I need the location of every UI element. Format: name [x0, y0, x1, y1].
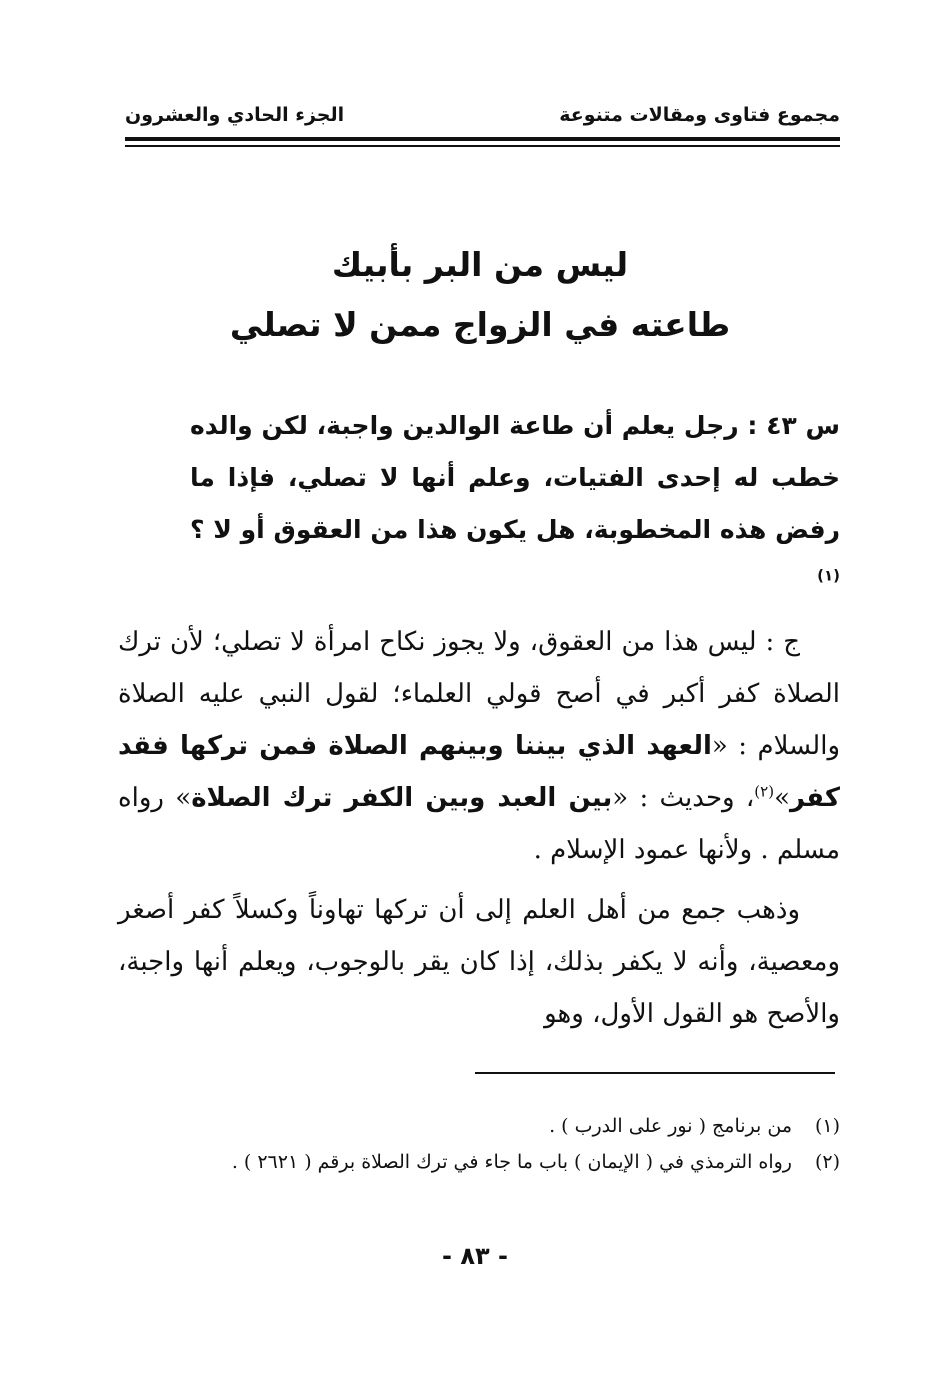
footnote-1: [118, 1108, 840, 1144]
footnote-2: [118, 1144, 840, 1180]
hadith-1: العهد الذي بيننا وبينهم الصلاة فمن تركها فقد كفر: [118, 731, 840, 813]
answer-part-2: »: [774, 783, 790, 813]
footnote-text: رواه الترمذي في ( الإيمان ) باب ما جاء في ترك الصلاة برقم ( ٢٦٢١ ) .: [231, 1151, 792, 1173]
header-rule-thick: [125, 137, 840, 141]
book-title: مجموع فتاوى ومقالات متنوعة: [559, 104, 840, 126]
title-line-2: طاعته في الزواج ممن لا تصلي: [229, 305, 731, 344]
paragraph-3: وذهب جمع من أهل العلم إلى أن تركها تهاوناً وكسلاً كفر أصغر ومعصية، وأنه لا يكفر بذلك، إذا كان يقر بالوجوب، ويعلم أنها واجبة، والأصح هو القول الأول، وهو: [118, 895, 840, 1029]
header-rule-thin: [125, 145, 840, 147]
answer-part-3: ، وحديث : «: [612, 783, 755, 813]
footnote-ref-2: (٢): [754, 782, 775, 801]
question-text: س ٤٣ : رجل يعلم أن طاعة الوالدين واجبة، لكن والده خطب له إحدى الفتيات، وعلم أنها لا تصلي، فإذا ما رفض هذه المخطوبة، هل يكون هذا من العقوق أو لا ؟: [190, 411, 840, 544]
footnote-ref-1: (١): [817, 566, 840, 585]
answer-part-1: ج : ليس هذا من العقوق، ولا يجوز نكاح امرأة لا تصلي؛ لأن ترك الصلاة كفر أكبر في أصح قولي العلماء؛ لقول النبي عليه الصلاة والسلام : «: [118, 627, 840, 761]
footnote-text: من برنامج ( نور على الدرب ) .: [549, 1115, 792, 1137]
footnotes: [118, 1108, 840, 1180]
fatwa-title: [120, 235, 840, 355]
footnote-number: (٢): [814, 1151, 840, 1173]
footnote-number: (١): [814, 1115, 840, 1137]
footnote-separator: [475, 1072, 835, 1074]
fatwa-body: [118, 400, 840, 1048]
question-paragraph: [118, 400, 840, 608]
running-header: [125, 100, 840, 134]
page-number: - ٨٣ -: [442, 1242, 508, 1270]
hadith-2: بين العبد وبين الكفر ترك الصلاة: [191, 783, 613, 813]
title-line-1: ليس من البر بأبيك: [331, 245, 629, 284]
volume-label: الجزء الحادي والعشرون: [125, 104, 345, 126]
answer-part-4: » رواه مسلم . ولأنها عمود الإسلام .: [118, 783, 840, 865]
answer-paragraph: [118, 616, 840, 876]
